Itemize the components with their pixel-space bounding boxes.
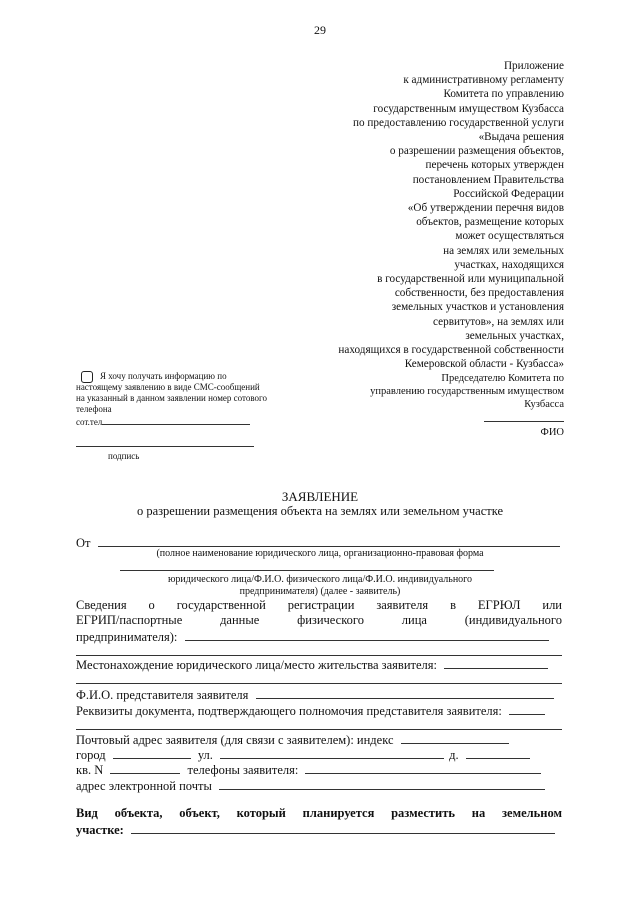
- email-label: адрес электронной почты: [76, 779, 212, 793]
- appendix-line: находящихся в государственной собственности: [338, 344, 564, 357]
- appendix-line: государственным имуществом Кузбасса: [373, 102, 564, 115]
- document-label: Реквизиты документа, подтверждающего полномочия представителя заявителя:: [76, 704, 502, 718]
- representative-label: Ф.И.О. представителя заявителя: [76, 688, 249, 702]
- appendix-line: участках, находящихся: [454, 258, 564, 271]
- location-input-line[interactable]: [444, 656, 548, 669]
- representative-input-line[interactable]: [256, 686, 554, 699]
- from-label: От: [76, 536, 91, 550]
- appendix-line: собственности, без предоставления: [394, 287, 564, 300]
- document-row: [76, 702, 562, 719]
- street-label: ул.: [197, 748, 213, 762]
- appendix-line: Комитета по управлению: [443, 88, 564, 101]
- from-caption: юридического лица/Ф.И.О. физического лица/Ф.И.О. индивидуального: [167, 574, 473, 585]
- appendix-line: перечень которых утвержден: [425, 159, 564, 172]
- phone-input-line[interactable]: [102, 415, 250, 425]
- object-label: участке:: [76, 823, 124, 837]
- registration-row: [76, 628, 562, 645]
- city-input-line[interactable]: [113, 746, 191, 759]
- house-input-line[interactable]: [466, 746, 530, 759]
- registration-text: Сведения о государственной регистрации заявителя в ЕГРЮЛ или: [76, 598, 562, 612]
- phones-row: [76, 761, 562, 778]
- object-input-line[interactable]: [131, 821, 555, 834]
- appendix-line: Кемеровской области - Кузбасса»: [404, 358, 564, 371]
- email-input-line[interactable]: [219, 777, 545, 790]
- appendix-line: может осуществляться: [455, 230, 564, 243]
- appendix-line: Российской Федерации: [453, 187, 564, 200]
- sms-consent-text: телефона: [76, 404, 112, 414]
- appendix-line: к административному регламенту: [403, 74, 564, 87]
- phone-label: сот.тел: [76, 417, 103, 427]
- appendix-line: «Выдача решения: [478, 131, 564, 144]
- document-title: ЗАЯВЛЕНИЕ: [281, 489, 359, 504]
- location-label: Местонахождение юридического лица/место жительства заявителя:: [76, 658, 437, 672]
- document-subtitle: о разрешении размещения объекта на землях или земельном участке: [136, 504, 504, 518]
- appendix-line: постановлением Правительства: [412, 173, 564, 186]
- appendix-line: «Об утверждении перечня видов: [407, 202, 564, 215]
- postal-label: Почтовый адрес заявителя (для связи с заявителем): индекс: [76, 733, 394, 747]
- sms-consent-text: настоящему заявлению в виде СМС-сообщений: [76, 382, 260, 392]
- object-text: Вид объекта, объект, который планируется разместить на земельном: [76, 806, 562, 820]
- object-row: [76, 821, 562, 838]
- appendix-block: [274, 59, 564, 371]
- appendix-line: о разрешении размещения объектов,: [389, 145, 564, 158]
- recipient-block: [344, 372, 564, 439]
- signature-line[interactable]: [76, 446, 254, 447]
- document-input-line[interactable]: [509, 702, 545, 715]
- house-label: д.: [449, 748, 459, 762]
- phone-field-row: [76, 415, 316, 428]
- page-number: 29: [314, 23, 326, 37]
- from-caption: предпринимателя) (далее - заявитель): [239, 586, 401, 597]
- appendix-line: сервитутов», на землях или: [433, 315, 564, 328]
- street-input-line[interactable]: [220, 746, 444, 759]
- postcode-input-line[interactable]: [401, 731, 509, 744]
- sms-consent-checkbox[interactable]: [81, 371, 93, 383]
- phones-label: телефоны заявителя:: [187, 763, 299, 777]
- recipient-line: Кузбасса: [524, 399, 564, 410]
- recipient-line: Председателю Комитета по: [441, 373, 564, 384]
- location-extra-line[interactable]: [76, 683, 562, 684]
- sms-consent-block: [76, 371, 316, 428]
- city-label: город: [76, 748, 106, 762]
- recipient-line: управлению государственным имуществом: [370, 386, 564, 397]
- recipient-name-line[interactable]: [484, 411, 564, 422]
- sms-consent-text: Я хочу получать информацию по: [100, 371, 227, 381]
- apartment-label: кв. N: [76, 763, 104, 777]
- appendix-line: по предоставлению государственной услуги: [353, 116, 564, 129]
- phones-input-line[interactable]: [305, 761, 541, 774]
- appendix-line: на землях или земельных: [443, 244, 564, 257]
- email-row: [76, 777, 562, 794]
- representative-row: [76, 686, 562, 703]
- appendix-line: земельных участках,: [465, 329, 564, 342]
- from-caption: (полное наименование юридического лица, организационно-правовая форма: [156, 548, 484, 559]
- apartment-input-line[interactable]: [110, 761, 180, 774]
- appendix-line: объектов, размещение которых: [416, 216, 564, 229]
- location-row: [76, 656, 562, 673]
- appendix-line: земельных участков и установления: [391, 301, 564, 314]
- sms-consent-text: на указанный в данном заявлении номер сотового: [76, 393, 268, 403]
- appendix-line: Приложение: [503, 60, 564, 72]
- from-input-line[interactable]: [98, 534, 560, 547]
- signature-caption: подпись: [108, 451, 140, 461]
- registration-input-line[interactable]: [185, 628, 549, 641]
- appendix-line: в государственной или муниципальной: [377, 273, 564, 286]
- document-extra-line[interactable]: [76, 729, 562, 730]
- registration-text: ЕГРИП/паспортные данные физического лица (индивидуального: [76, 613, 562, 627]
- recipient-fio-label: ФИО: [540, 427, 564, 438]
- from-second-line[interactable]: [120, 570, 494, 571]
- registration-label: предпринимателя):: [76, 630, 178, 644]
